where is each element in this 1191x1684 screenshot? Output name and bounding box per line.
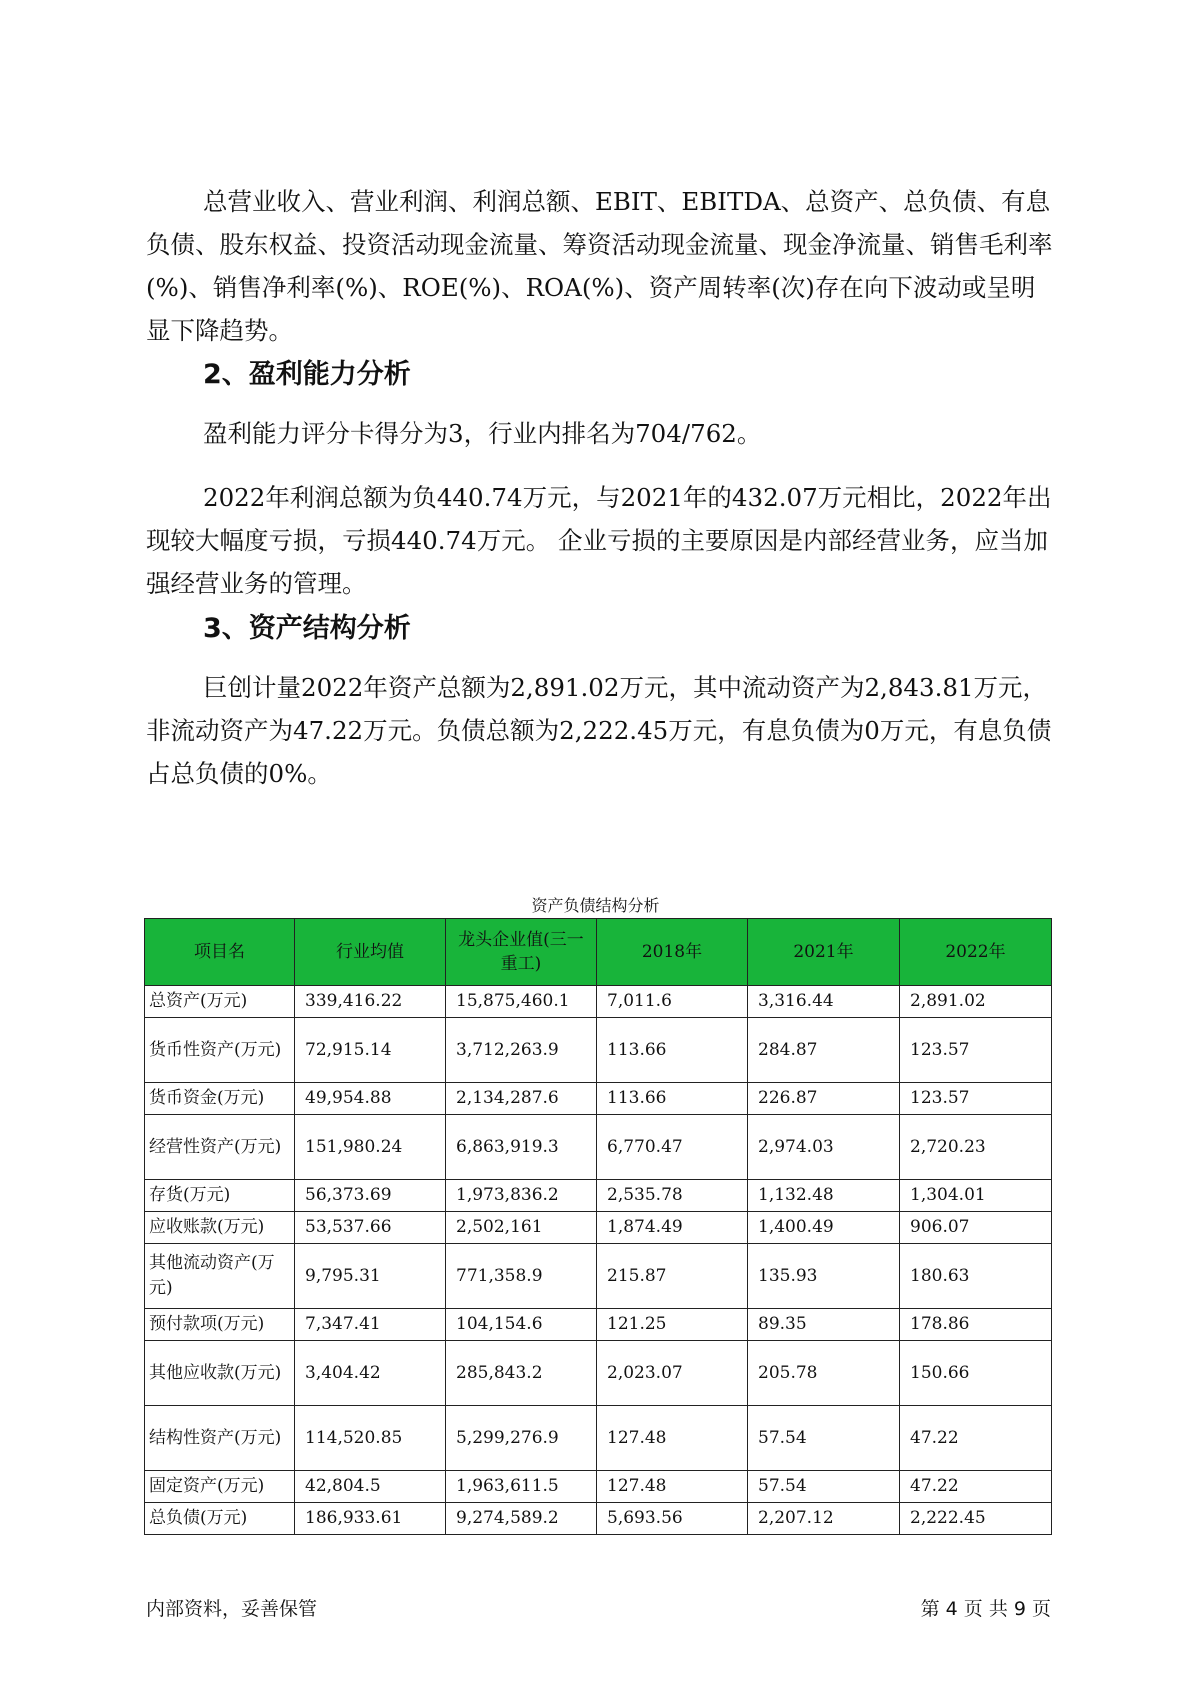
table-row [145,1309,1052,1341]
cell-value: 3,712,263.9 [446,1018,597,1083]
cell-value: 3,404.42 [295,1341,446,1406]
cell-value: 123.57 [900,1018,1052,1083]
cell-value: 285,843.2 [446,1341,597,1406]
paragraph-asset-structure: 巨创计量2022年资产总额为2,891.02万元，其中流动资产为2,843.81万元，非流动资产为47.22万元。负债总额为2,222.45万元，有息负债为0万元，有息负债占总负债的0%。 [146,673,1052,788]
cell-value: 2,023.07 [597,1341,748,1406]
table-row [145,1406,1052,1471]
cell-item: 总资产(万元) [145,986,295,1018]
cell-value: 53,537.66 [295,1212,446,1244]
cell-item: 经营性资产(万元) [145,1115,295,1180]
cell-value: 47.22 [900,1406,1052,1471]
cell-item: 固定资产(万元) [145,1471,295,1503]
cell-value: 215.87 [597,1244,748,1309]
cell-value: 57.54 [748,1471,900,1503]
cell-value: 151,980.24 [295,1115,446,1180]
cell-value: 47.22 [900,1471,1052,1503]
cell-value: 186,933.61 [295,1503,446,1535]
cell-item: 应收账款(万元) [145,1212,295,1244]
cell-value: 42,804.5 [295,1471,446,1503]
cell-value: 89.35 [748,1309,900,1341]
cell-value: 2,891.02 [900,986,1052,1018]
section-heading-asset-structure: 3、资产结构分析 [203,613,411,644]
cell-value: 123.57 [900,1083,1052,1115]
balance-sheet-table [144,918,1052,1535]
cell-item: 总负债(万元) [145,1503,295,1535]
section-heading-profitability: 2、盈利能力分析 [203,359,411,390]
footer-page-number: 第 4 页 共 9 页 [920,1598,1051,1620]
cell-value: 113.66 [597,1083,748,1115]
cell-value: 1,400.49 [748,1212,900,1244]
cell-value: 1,973,836.2 [446,1180,597,1212]
paragraph-profit-total: 2022年利润总额为负440.74万元，与2021年的432.07万元相比，2022年出现较大幅度亏损，亏损440.74万元。 企业亏损的主要原因是内部经营业务，应当加强经营业务的管理。 [146,483,1052,598]
cell-value: 127.48 [597,1406,748,1471]
cell-value: 906.07 [900,1212,1052,1244]
table-row [145,1503,1052,1535]
cell-value: 3,316.44 [748,986,900,1018]
cell-value: 2,720.23 [900,1115,1052,1180]
header-2018: 2018年 [597,919,748,986]
cell-value: 113.66 [597,1018,748,1083]
cell-value: 2,222.45 [900,1503,1052,1535]
cell-value: 2,974.03 [748,1115,900,1180]
cell-value: 15,875,460.1 [446,986,597,1018]
cell-value: 771,358.9 [446,1244,597,1309]
cell-value: 56,373.69 [295,1180,446,1212]
cell-item: 其他应收款(万元) [145,1341,295,1406]
cell-item: 货币性资产(万元) [145,1018,295,1083]
cell-value: 180.63 [900,1244,1052,1309]
footer-confidential-note: 内部资料，妥善保管 [146,1598,318,1620]
cell-item: 存货(万元) [145,1180,295,1212]
cell-value: 1,304.01 [900,1180,1052,1212]
cell-item: 货币资金(万元) [145,1083,295,1115]
cell-value: 2,207.12 [748,1503,900,1535]
cell-item: 预付款项(万元) [145,1309,295,1341]
header-item-name: 项目名 [145,919,295,986]
table-row [145,1180,1052,1212]
cell-value: 104,154.6 [446,1309,597,1341]
table-row [145,1212,1052,1244]
cell-value: 9,274,589.2 [446,1503,597,1535]
table-row [145,1341,1052,1406]
cell-value: 49,954.88 [295,1083,446,1115]
table-row [145,1471,1052,1503]
cell-value: 127.48 [597,1471,748,1503]
cell-value: 150.66 [900,1341,1052,1406]
cell-value: 1,874.49 [597,1212,748,1244]
table-header-row [145,919,1052,986]
cell-value: 121.25 [597,1309,748,1341]
cell-value: 6,770.47 [597,1115,748,1180]
cell-value: 2,535.78 [597,1180,748,1212]
cell-value: 57.54 [748,1406,900,1471]
table-row [145,1018,1052,1083]
table-row [145,986,1052,1018]
header-industry-average: 行业均值 [295,919,446,986]
cell-item: 其他流动资产(万元) [145,1244,295,1309]
cell-value: 1,963,611.5 [446,1471,597,1503]
cell-value: 7,011.6 [597,986,748,1018]
cell-value: 2,502,161 [446,1212,597,1244]
cell-value: 7,347.41 [295,1309,446,1341]
cell-value: 178.86 [900,1309,1052,1341]
cell-value: 6,863,919.3 [446,1115,597,1180]
cell-value: 5,693.56 [597,1503,748,1535]
cell-value: 226.87 [748,1083,900,1115]
table-caption: 资产负债结构分析 [531,896,660,915]
cell-value: 114,520.85 [295,1406,446,1471]
cell-item: 结构性资产(万元) [145,1406,295,1471]
paragraph-profitability-score: 盈利能力评分卡得分为3，行业内排名为704/762。 [203,419,762,448]
cell-value: 5,299,276.9 [446,1406,597,1471]
cell-value: 2,134,287.6 [446,1083,597,1115]
cell-value: 135.93 [748,1244,900,1309]
header-leader-value: 龙头企业值(三一重工) [446,919,597,986]
table-row [145,1115,1052,1180]
cell-value: 284.87 [748,1018,900,1083]
table-row [145,1083,1052,1115]
cell-value: 72,915.14 [295,1018,446,1083]
cell-value: 339,416.22 [295,986,446,1018]
cell-value: 1,132.48 [748,1180,900,1212]
table-row [145,1244,1052,1309]
header-2021: 2021年 [748,919,900,986]
paragraph-declining-indicators: 总营业收入、营业利润、利润总额、EBIT、EBITDA、总资产、总负债、有息负债、股东权益、投资活动现金流量、筹资活动现金流量、现金净流量、销售毛利率(%)、销售净利率(%)、ROE(%)、ROA(%)、资产周转率(次)存在向下波动或呈明显下降趋势。 [146,187,1053,345]
cell-value: 9,795.31 [295,1244,446,1309]
cell-value: 205.78 [748,1341,900,1406]
header-2022: 2022年 [900,919,1052,986]
